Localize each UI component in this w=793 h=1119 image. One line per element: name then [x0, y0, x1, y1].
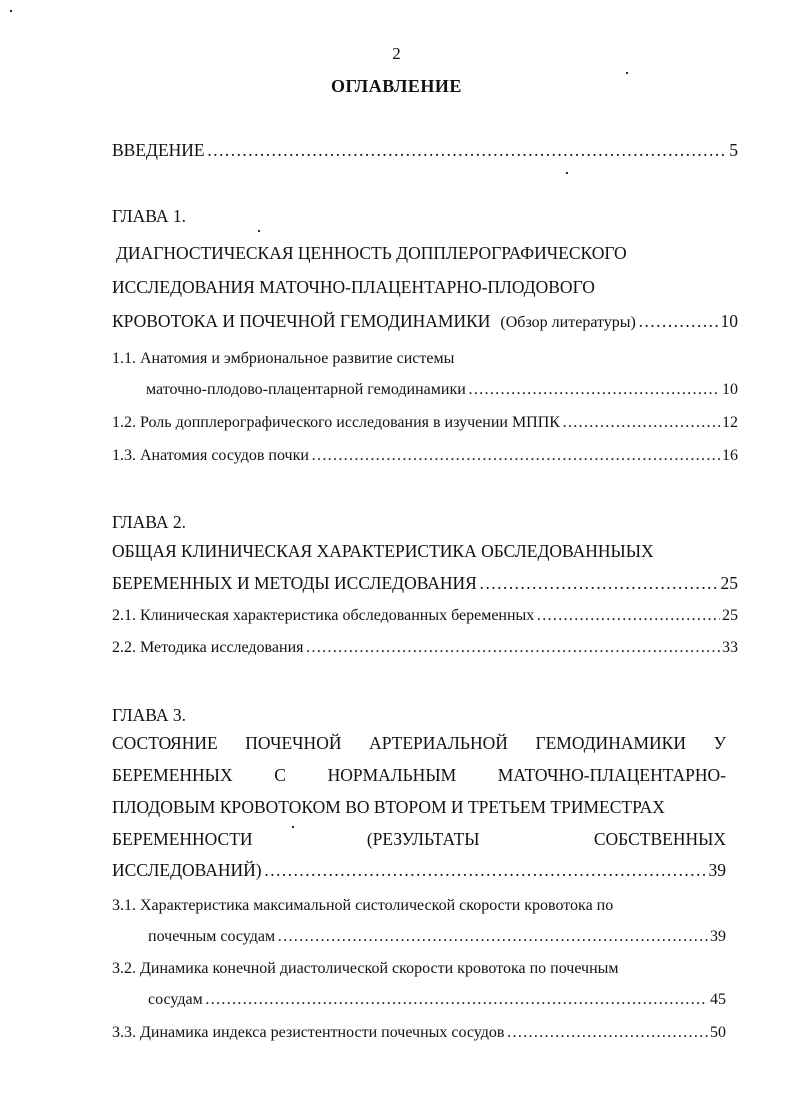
chapter-2-title-line-1: ОБЩАЯ КЛИНИЧЕСКАЯ ХАРАКТЕРИСТИКА ОБСЛЕДОВАННЫЫХ — [112, 541, 654, 561]
toc-entry-1-3[interactable] — [112, 447, 738, 465]
toc-page-number: 10 — [720, 311, 738, 331]
chapter-3-title-line-2 — [112, 765, 726, 786]
toc-entry-chapter-1[interactable] — [112, 311, 738, 332]
page-title: ОГЛАВЛЕНИЕ — [331, 76, 462, 96]
leader-dots — [468, 381, 720, 399]
scan-speck — [566, 172, 568, 174]
chapter-1-heading: ГЛАВА 1. — [112, 206, 187, 226]
page-number: 2 — [392, 44, 401, 63]
toc-entry-note: (Обзор литературы) — [500, 314, 636, 331]
leader-dots — [638, 311, 719, 332]
scan-speck — [626, 72, 628, 74]
leader-dots — [506, 1024, 708, 1042]
leader-dots — [479, 573, 719, 594]
toc-entry-text: 3.3. Динамика индекса резистентности почечных сосудов — [112, 1024, 505, 1041]
chapter-3-title-line-3: ПЛОДОВЫМ КРОВОТОКОМ ВО ВТОРОМ И ТРЕТЬЕМ ТРИМЕСТРАХ — [112, 797, 665, 817]
toc-page-number: 25 — [720, 573, 738, 593]
toc-entry-text: сосудам — [148, 991, 203, 1008]
toc-entry-3-2[interactable] — [148, 991, 726, 1009]
toc-entry-text: ИССЛЕДОВАНИЙ) — [112, 860, 262, 880]
leader-dots — [305, 639, 720, 657]
leader-dots — [277, 928, 708, 946]
toc-entry-text: БЕРЕМЕННЫХ И МЕТОДЫ ИССЛЕДОВАНИЯ — [112, 573, 477, 593]
toc-entry-3-1[interactable] — [148, 928, 726, 946]
title-word: БЕРЕМЕННОСТИ — [112, 829, 253, 849]
toc-page-number: 16 — [722, 447, 738, 464]
toc-entry-text: почечным сосудам — [148, 928, 276, 945]
title-word: С — [274, 765, 286, 785]
toc-entry-1-2[interactable] — [112, 414, 738, 432]
toc-entry-3-2-line-1: 3.2. Динамика конечной диастолической скорости кровотока по почечным — [112, 960, 619, 977]
toc-page-number: 5 — [729, 140, 738, 160]
toc-page-number: 39 — [710, 928, 726, 945]
toc-entry-1-1[interactable] — [146, 381, 738, 399]
toc-entry-2-1[interactable] — [112, 607, 738, 625]
title-word: НОРМАЛЬНЫМ — [327, 765, 457, 785]
leader-dots — [207, 140, 728, 161]
toc-page-number: 45 — [710, 991, 726, 1008]
toc-page-number: 33 — [722, 639, 738, 656]
toc-entry-text: КРОВОТОКА И ПОЧЕЧНОЙ ГЕМОДИНАМИКИ — [112, 311, 491, 331]
chapter-3-title-line-1 — [112, 733, 726, 754]
toc-entry-intro[interactable] — [112, 140, 738, 161]
leader-dots — [562, 414, 720, 432]
toc-entry-text: 2.1. Клиническая характеристика обследованных беременных — [112, 607, 535, 624]
title-word: ПОЧЕЧНОЙ — [245, 733, 342, 753]
title-word: БЕРЕМЕННЫХ — [112, 765, 233, 785]
leader-dots — [311, 447, 720, 465]
toc-page-number: 12 — [722, 414, 738, 431]
title-word: АРТЕРИАЛЬНОЙ — [369, 733, 508, 753]
toc-entry-text: ВВЕДЕНИЕ — [112, 140, 205, 160]
toc-entry-text: 1.2. Роль допплерографического исследования в изучении МППК — [112, 414, 560, 431]
scan-speck — [292, 826, 294, 828]
leader-dots — [536, 607, 720, 625]
title-word: СОБСТВЕННЫХ — [593, 829, 726, 849]
chapter-1-title-line-2: ИССЛЕДОВАНИЯ МАТОЧНО-ПЛАЦЕНТАРНО-ПЛОДОВОГО — [112, 277, 595, 297]
leader-dots — [205, 991, 708, 1009]
chapter-3-heading: ГЛАВА 3. — [112, 705, 187, 725]
chapter-2-heading: ГЛАВА 2. — [112, 512, 187, 532]
toc-entry-2-2[interactable] — [112, 639, 738, 657]
toc-page-number: 25 — [722, 607, 738, 624]
toc-entry-chapter-3[interactable] — [112, 860, 726, 881]
title-word: (РЕЗУЛЬТАТЫ — [366, 829, 480, 849]
title-word: СОСТОЯНИЕ — [112, 733, 218, 753]
leader-dots — [264, 860, 707, 881]
title-word: МАТОЧНО-ПЛАЦЕНТАРНО- — [497, 765, 726, 785]
toc-entry-1-1-line-1: 1.1. Анатомия и эмбриональное развитие системы — [112, 350, 455, 367]
toc-entry-chapter-2[interactable] — [112, 573, 738, 594]
toc-entry-text: 1.3. Анатомия сосудов почки — [112, 447, 309, 464]
chapter-3-title-line-4 — [112, 829, 726, 850]
scan-speck — [258, 230, 260, 232]
title-word: ГЕМОДИНАМИКИ — [535, 733, 686, 753]
toc-entry-3-1-line-1: 3.1. Характеристика максимальной систолической скорости кровотока по — [112, 897, 614, 914]
toc-entry-3-3[interactable] — [112, 1024, 726, 1042]
chapter-1-title-line-1: ДИАГНОСТИЧЕСКАЯ ЦЕННОСТЬ ДОППЛЕРОГРАФИЧЕСКОГО — [116, 243, 627, 263]
toc-entry-text: 2.2. Методика исследования — [112, 639, 304, 656]
title-word: У — [713, 733, 726, 753]
toc-page-number: 10 — [722, 381, 738, 398]
toc-page-number: 39 — [708, 860, 726, 880]
toc-page-number: 50 — [710, 1024, 726, 1041]
toc-entry-text: маточно-плодово-плацентарной гемодинамики — [146, 381, 466, 398]
scan-speck — [10, 10, 12, 12]
